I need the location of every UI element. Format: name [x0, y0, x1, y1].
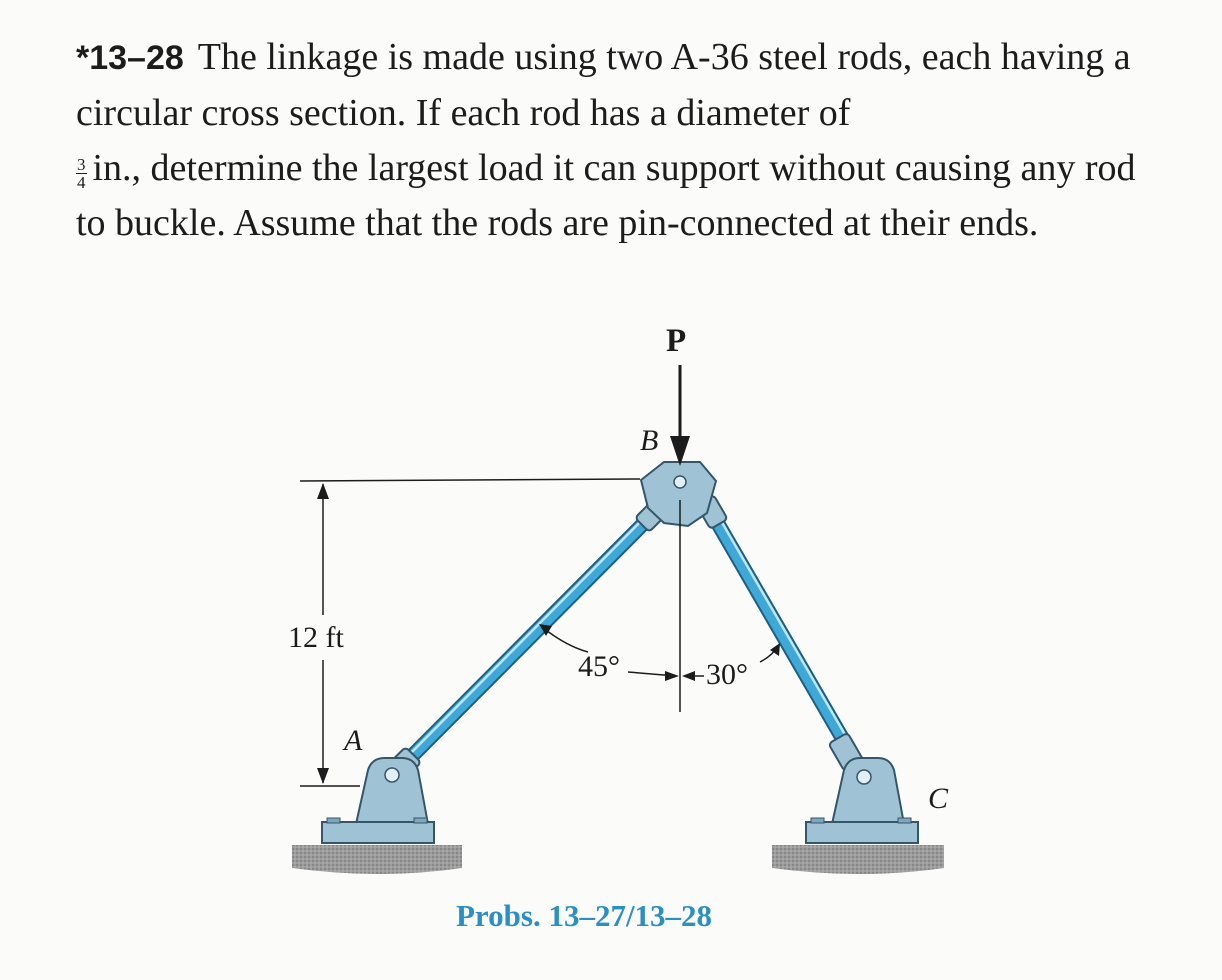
dimension-top-extension: [300, 479, 640, 481]
dimension-arrow-down: [317, 768, 329, 784]
ground-right: [772, 845, 944, 874]
load-label: P: [666, 323, 687, 359]
angle-arrow-30: [682, 671, 695, 681]
pin-b: [674, 476, 686, 488]
angle-right-label: 30°: [706, 658, 748, 691]
rod-ab-fill: [404, 513, 654, 764]
support-c-label: C: [928, 782, 949, 815]
fraction-numerator: 3: [77, 155, 86, 174]
bolt-a-right: [414, 818, 427, 823]
pin-a: [385, 768, 399, 782]
bolt-c-left: [811, 818, 824, 823]
bolt-c-right: [898, 818, 911, 823]
support-c-base: [806, 822, 918, 843]
problem-text-part1: The linkage is made using two A-36 steel rods, each having a circular cross section. If each rod has a diameter of: [76, 36, 1131, 134]
rod-ab-highlight: [404, 510, 652, 760]
problem-text-part2: in., determine the largest load it can support without causing any rod to buckle. Assume that the rods are pin-connected at their ends.: [76, 147, 1136, 244]
problem-number: *13–28: [76, 39, 184, 77]
joint-b-label: B: [640, 424, 659, 457]
angle-left-label: 45°: [578, 650, 620, 683]
rod-bc-fill: [710, 510, 848, 748]
support-a-base: [322, 822, 434, 843]
dimension-arrow-up: [317, 483, 329, 499]
ground-left: [292, 845, 462, 874]
pin-c: [857, 770, 871, 784]
bolt-a-left: [327, 818, 340, 823]
figure-caption: Probs. 13–27/13–28: [456, 898, 713, 933]
rod-bc-highlight: [713, 507, 851, 745]
fraction-denominator: 4: [77, 173, 86, 192]
support-a-label: A: [344, 724, 363, 757]
height-label: 12 ft: [288, 621, 344, 654]
angle-arrow-45-end: [665, 671, 679, 681]
